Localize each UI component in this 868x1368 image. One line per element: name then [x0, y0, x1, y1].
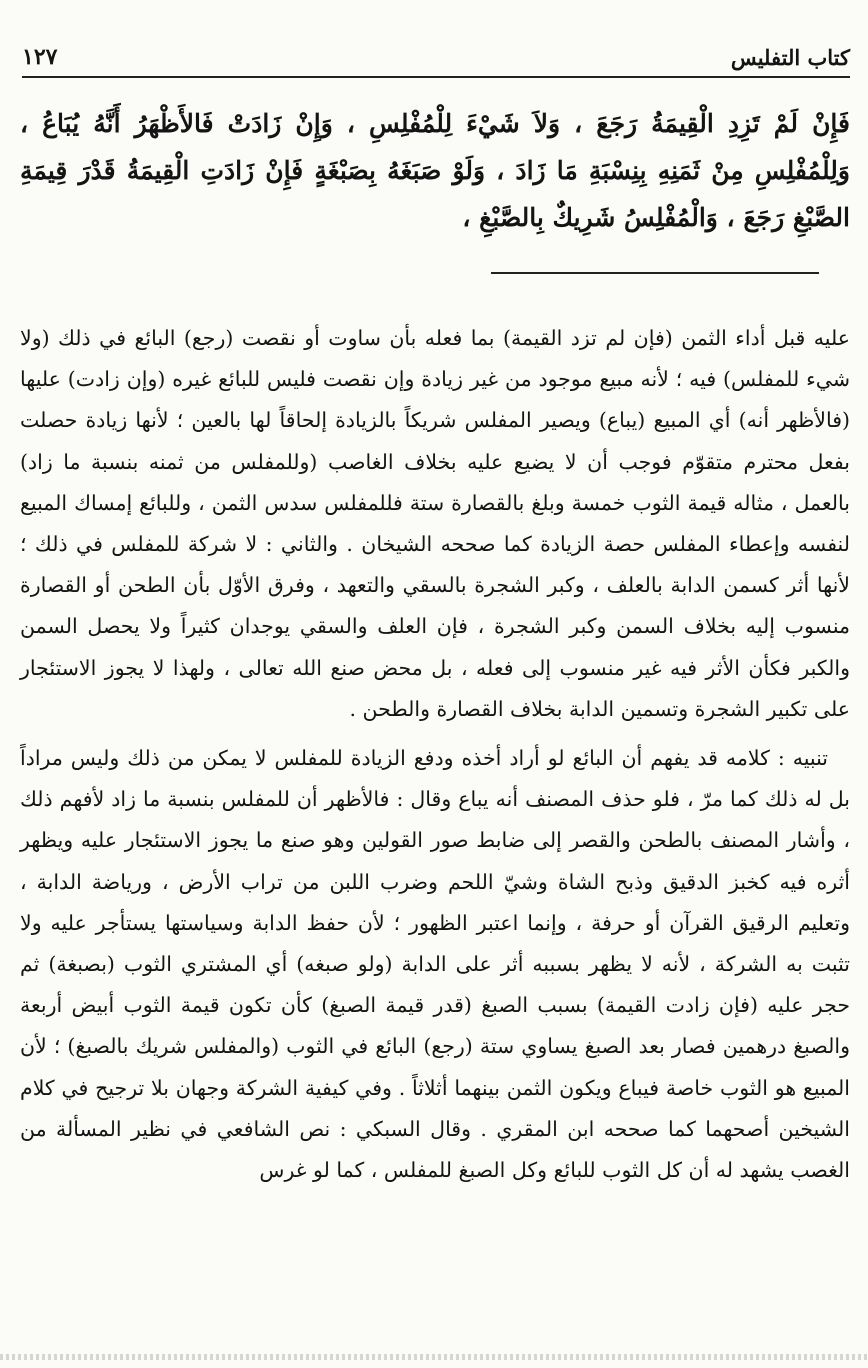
book-title: كتاب التفليس — [730, 45, 850, 70]
commentary-paragraph-1: عليه قبل أداء الثمن (فإن لم تزد القيمة) بما فعله بأن ساوت أو نقصت (رجع) البائع في ذلك (ولا شيء للمفلس) فيه ؛ لأنه مبيع موجود من غير زيادة وإن نقصت فليس للبائع غيره (وإن زادت) عليها (فالأظهر أنه) أي المبيع (يباع) ويصير المفلس شريكاً بالزيادة إلحاقاً لها بالعين ؛ لأنها زيادة حصلت بفعل محترم متقوّم فوجب أن لا يضيع عليه بخلاف الغاصب (وللمفلس من ثمنه بنسبة ما زاد) بالعمل ، مثاله قيمة الثوب خمسة وبلغ بالقصارة ستة فللمفلس سدس الثمن ، وللبائع إمساك المبيع لنفسه وإعطاء المفلس حصة الزيادة كما صححه الشيخان . والثاني : لا شركة للمفلس في ذلك ؛ لأنها أثر كسمن الدابة بالعلف ، وكبر الشجرة بالسقي والتعهد ، وفرق الأوّل بأن الطحن أو القصارة منسوب إليه بخلاف السمن وكبر الشجرة ، فإن العلف والسقي يوجدان كثيراً ولا يحصل السمن والكبر فكأن الأثر فيه غير منسوب إلى فعله ، بل محض صنع الله تعالى ، ولهذا لا يجوز الاستئجار على تكبير الشجرة وتسمين الدابة بخلاف القصارة والطحن . — [20, 326, 850, 721]
running-header — [22, 32, 850, 78]
matn-paragraph: فَإِنْ لَمْ تَزِدِ الْقِيمَةُ رَجَعَ ، وَلاَ شَيْءَ لِلْمُفْلِسِ ، وَإِنْ زَادَتْ فَالأَظْهَرُ أَنَّهُ يُبَاعُ ، وَلِلْمُفْلِسِ مِنْ ثَمَنِهِ بِنِسْبَةِ مَا زَادَ ، وَلَوْ صَبَغَهُ بِصَبْغَةٍ فَإِنْ زَادَتِ الْقِيمَةُ قَدْرَ قِيمَةِ الصَّبْغِ رَجَعَ ، وَالْمُفْلِسُ شَرِيكٌ بِالصَّبْغِ ، — [20, 109, 850, 232]
commentary-text-block — [20, 318, 850, 1191]
commentary-paragraph-2: تنبيه : كلامه قد يفهم أن البائع لو أراد أخذه ودفع الزيادة للمفلس لا يمكن من ذلك وليس مراداً بل له ذلك كما مرّ ، فلو حذف المصنف أنه يباع وقال : فالأظهر أن للمفلس بنسبة ما زاد لأفهم ذلك ، وأشار المصنف بالطحن والقصر إلى ضابط صور القولين وهو صنع ما يجوز الاستئجار عليه ويظهر أثره فيه كخبز الدقيق وذبح الشاة وشيّ اللحم وضرب اللبن من تراب الأرض ، ورياضة الدابة ، وتعليم الرقيق القرآن أو حرفة ، وإنما اعتبر الظهور ؛ لأن حفظ الدابة وسياستها يستأجر عليه ولا تثبت به الشركة ، لأنه لا يظهر بسببه أثر على الدابة (ولو صبغه) أي المشتري الثوب (بصبغة) ثم حجر عليه (فإن زادت القيمة) بسبب الصبغ (قدر قيمة الصبغ) كأن تكون قيمة الثوب أبيض أربعة والصبغ درهمين فصار بعد الصبغ يساوي ستة (رجع) البائع في الثوب (والمفلس شريك بالصبغ) ؛ لأن المبيع هو الثوب خاصة فيباع ويكون الثمن بينهما أثلاثاً . وفي كيفية الشركة وجهان بلا ترجيح في كلام الشيخين أصحهما كما صححه ابن المقري . وقال السبكي : نص الشافعي في نظير المسألة من الغصب يشهد له أن كل الثوب للبائع وكل الصبغ للمفلس ، كما لو غرس — [20, 746, 850, 1183]
scan-edge-border — [0, 1354, 868, 1360]
page-number: ١٢٧ — [22, 44, 58, 70]
footnote-separator — [491, 272, 819, 274]
matn-text-block — [20, 100, 850, 241]
